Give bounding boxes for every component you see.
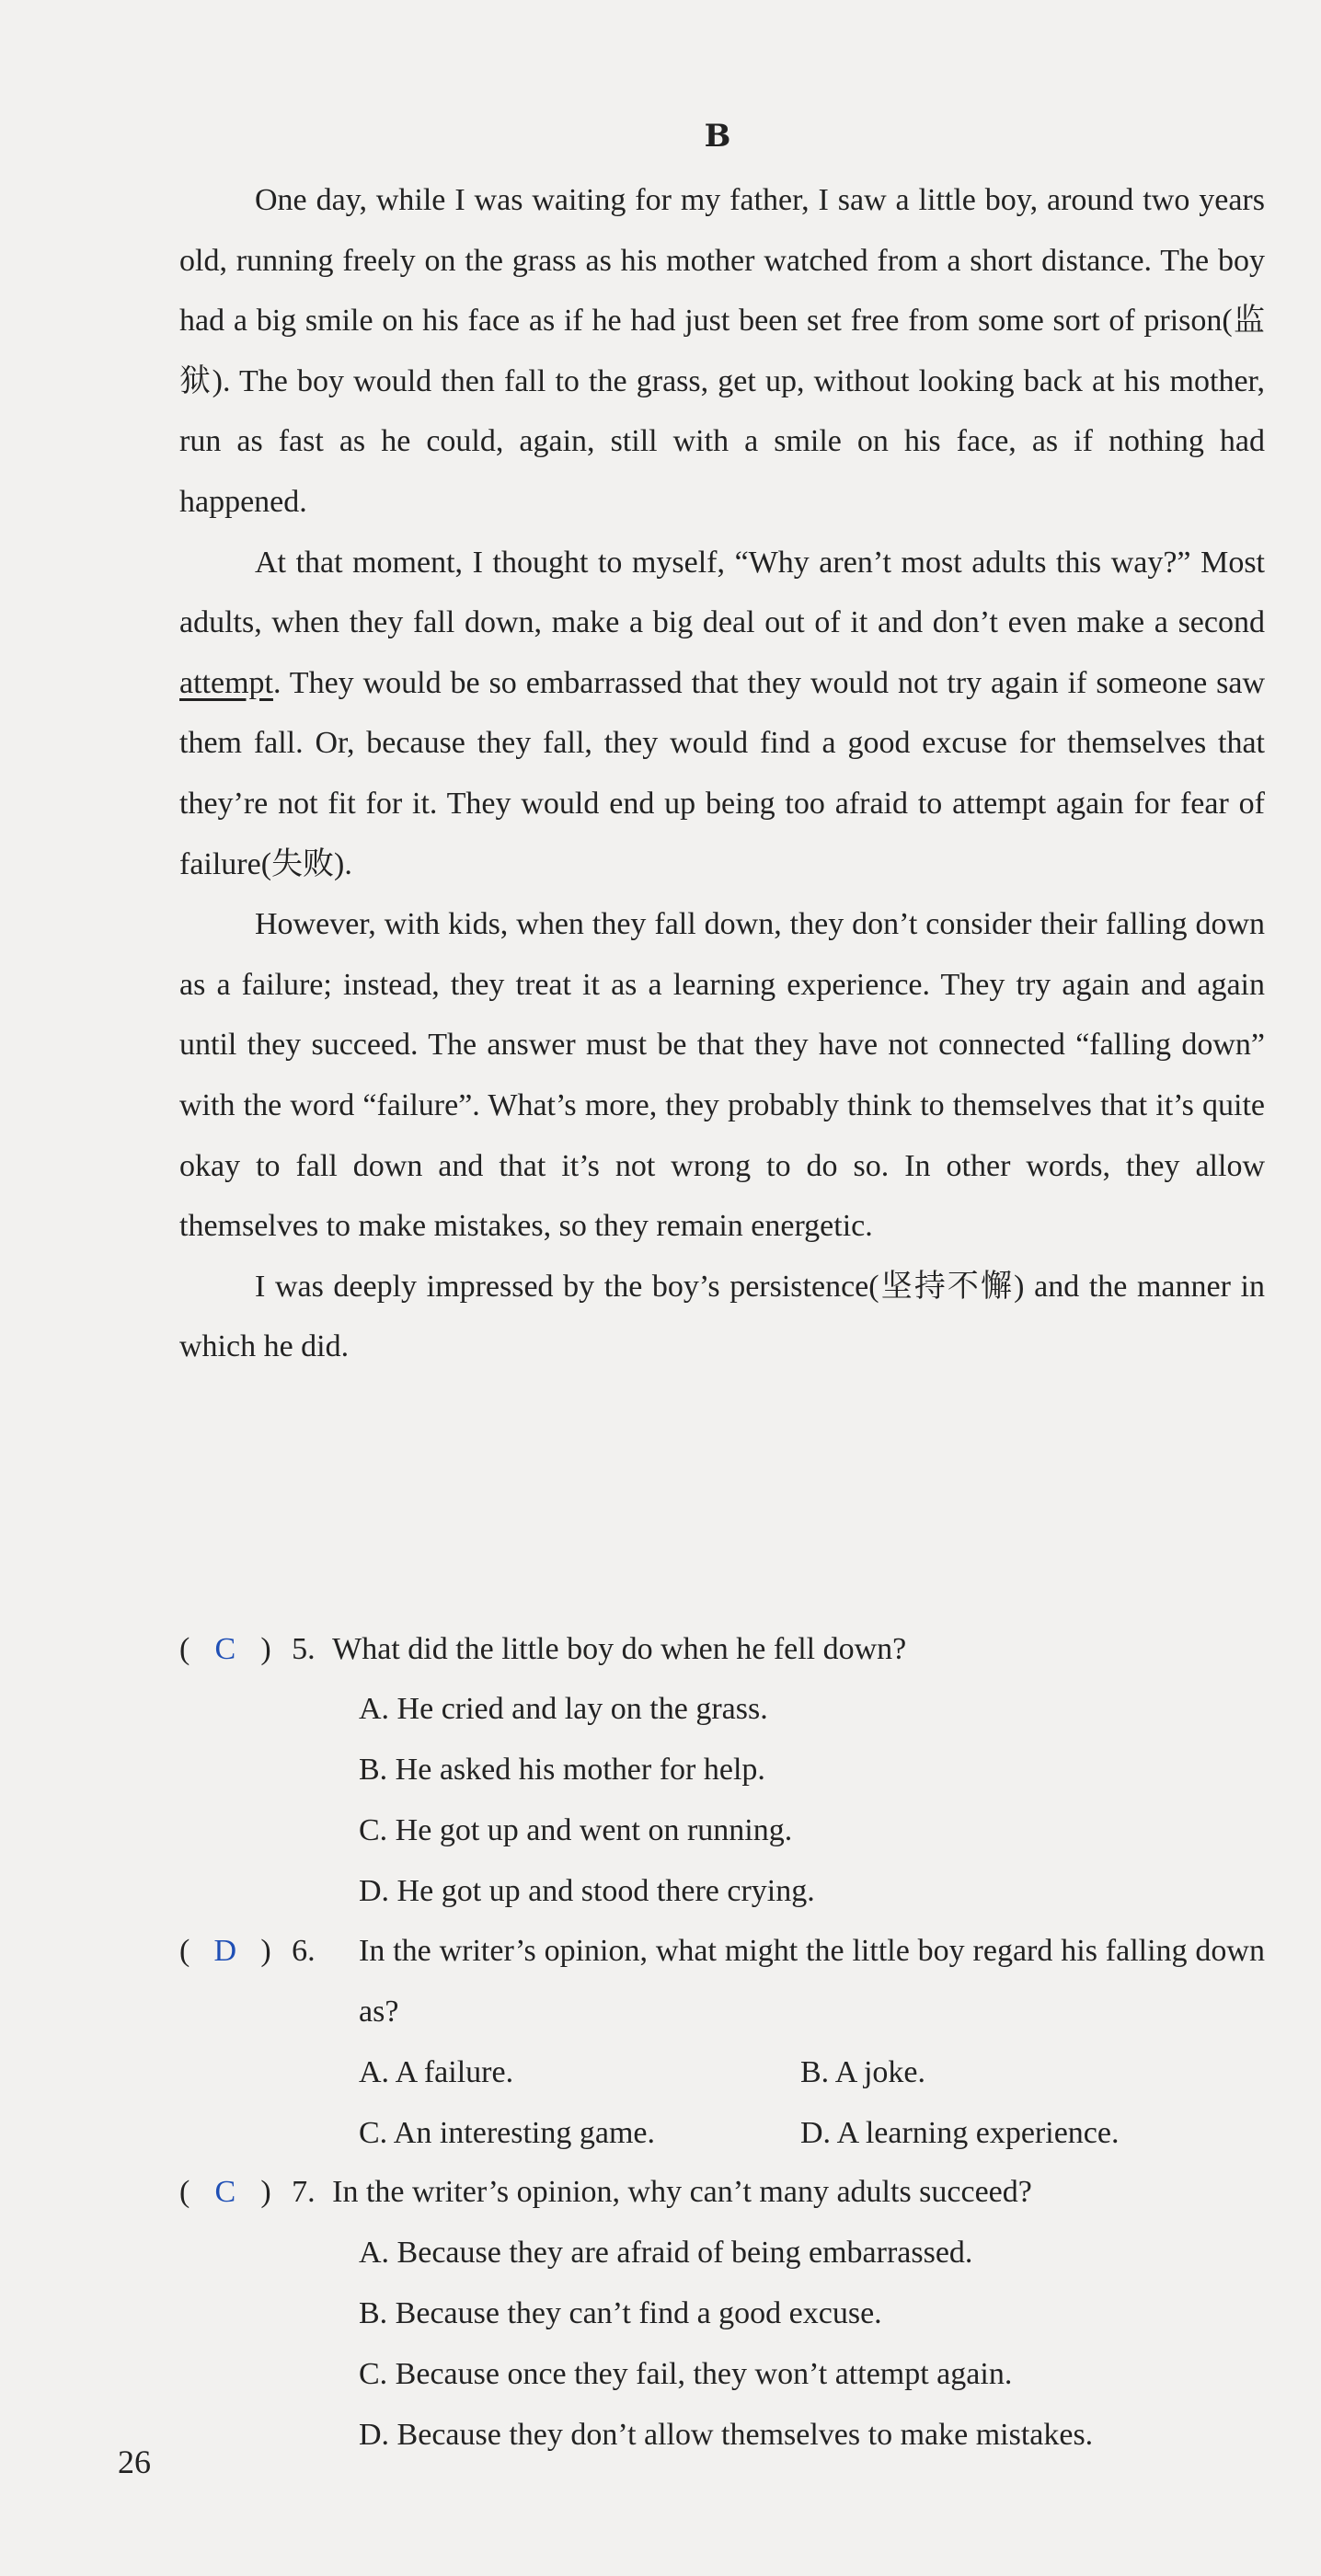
passage-paragraph-4: I was deeply impressed by the boy’s persistence(坚持不懈) and the manner in which he did.: [179, 1269, 1265, 1364]
option-c: C. An interesting game.: [359, 2116, 656, 2150]
option-b: B. Because they can’t find a good excuse.: [359, 2296, 882, 2330]
bracket-close: ): [260, 2175, 271, 2209]
underlined-word: attempt: [179, 665, 273, 700]
question-stem: In the writer’s opinion, why can’t many adults succeed?: [332, 2175, 1032, 2209]
question-number: 6.: [292, 1934, 316, 1968]
option-d: D. Because they don’t allow themselves to make mistakes.: [359, 2418, 1094, 2452]
page-number: 26: [118, 2444, 151, 2480]
option-c: C. He got up and went on running.: [359, 1813, 793, 1847]
answer-bracket: [179, 2175, 279, 2209]
answer-letter: C: [214, 1632, 236, 1666]
passage-paragraph-3: However, with kids, when they fall down, they don’t consider their falling down as a failure; instead, they treat it as a learning experience. They try again and again until they succeed. The answer must be that they have not connected “falling down” with the word “failure”. What’s more, they probably think to themselves that it’s quite okay to fall down and that it’s not wrong to do so. In other words, they allow themselves to make mistakes, so they remain energetic.: [179, 907, 1265, 1244]
option-b: B. He asked his mother for help.: [359, 1753, 765, 1787]
option-a: A. He cried and lay on the grass.: [359, 1692, 768, 1726]
option-d: D. He got up and stood there crying.: [359, 1874, 815, 1908]
section-title: B: [704, 118, 731, 155]
option-d: D. A learning experience.: [800, 2116, 1120, 2150]
passage-paragraph-1: One day, while I was waiting for my father, I saw a little boy, around two years old, running freely on the grass as his mother watched from a short distance. The boy had a big smile on his face as if he had just been set free from some sort of prison(监狱). The boy would then fall to the grass, get up, without looking back at his mother, run as fast as he could, again, still with a smile on his face, as if nothing had happened.: [179, 183, 1265, 519]
bracket-open: (: [179, 1934, 190, 1968]
answer-bracket: [179, 1632, 279, 1666]
question-stem: In the writer’s opinion, what might the little boy regard his falling down as?: [359, 1934, 1265, 2029]
reading-passage: [179, 170, 1265, 1377]
option-c: C. Because once they fail, they won’t attempt again.: [359, 2357, 1013, 2391]
option-a: A. Because they are afraid of being embarrassed.: [359, 2236, 973, 2270]
question-stem: What did the little boy do when he fell down?: [332, 1632, 907, 1666]
question-number: 7.: [292, 2175, 316, 2209]
option-b: B. A joke.: [800, 2055, 926, 2089]
option-a: A. A failure.: [359, 2055, 514, 2089]
bracket-open: (: [179, 1632, 190, 1666]
answer-letter: C: [214, 2175, 236, 2209]
passage-paragraph-2-part-b: . They would be so embarrassed that they would not try again if someone saw them fall. Or, because they fall, they would find a good excuse for themselves that they’re not fit for it. They would end up being too afraid to attempt again for fear of failure(失败).: [179, 665, 1265, 881]
question-number: 5.: [292, 1632, 316, 1666]
answer-bracket: [179, 1934, 279, 1968]
bracket-close: ): [260, 1934, 271, 1968]
passage-paragraph-2: [179, 533, 1265, 895]
question-5: [179, 1619, 1265, 1680]
passage-paragraph-2-part-a: At that moment, I thought to myself, “Why aren’t most adults this way?” Most adults, when they fall down, make a big deal out of it and don’t even make a second: [179, 545, 1265, 640]
question-7: [179, 2162, 1265, 2223]
bracket-open: (: [179, 2175, 190, 2209]
answer-letter: D: [213, 1934, 237, 1968]
bracket-close: ): [260, 1632, 271, 1666]
